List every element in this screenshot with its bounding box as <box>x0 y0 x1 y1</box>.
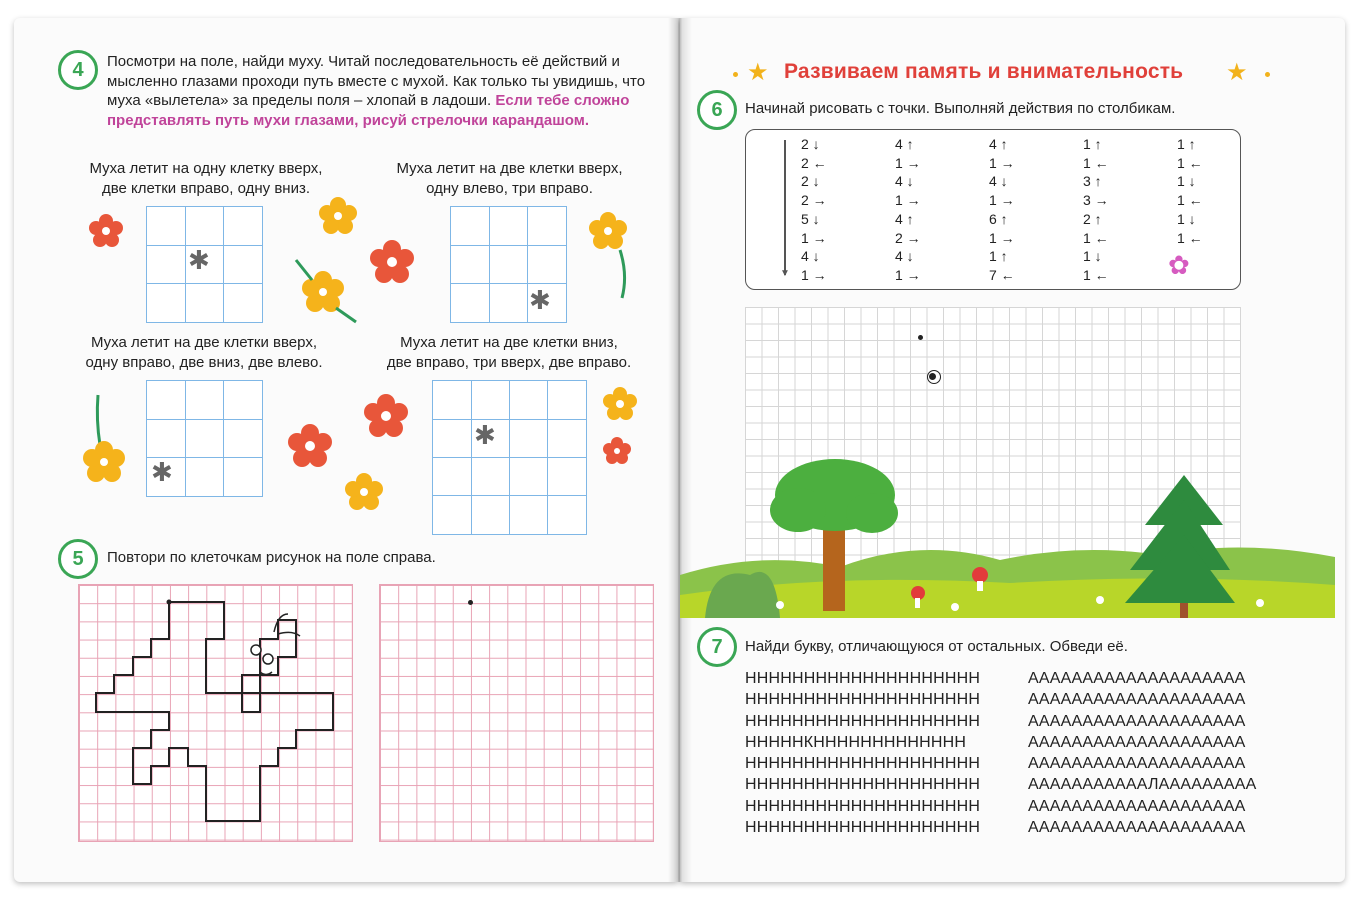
daisy-icon <box>951 603 959 611</box>
letter-row[interactable]: АААААААААААААААААААА <box>1028 755 1246 773</box>
code-item: 3 ↑ <box>1083 173 1102 190</box>
puzzle-1-line-2: две клетки вправо, одну вниз. <box>101 179 310 197</box>
code-item: 2 → <box>895 229 921 246</box>
letter-row[interactable]: НННННННННННННННННННН <box>745 819 981 837</box>
flower-decorations <box>0 0 680 560</box>
puzzle-3-line-1: Муха летит на две клетки вверх, <box>90 334 317 351</box>
daisy-icon <box>1096 596 1104 604</box>
arrow-down-icon: ▼ <box>780 268 790 279</box>
page-title: Развиваем память и внимательность <box>784 60 1184 83</box>
code-item: 1 → <box>801 229 827 246</box>
butterfly-pattern-drawing <box>78 584 352 841</box>
code-column-3 <box>989 135 1015 285</box>
code-item: 4 ↓ <box>895 248 914 265</box>
code-item: 1 → <box>895 266 921 283</box>
task-7-instruction: Найди букву, отличающуюся от остальных. Обведи её. <box>745 638 1128 655</box>
flower-icon <box>345 473 383 510</box>
code-item: 1 ← <box>1083 154 1109 171</box>
task-5-number: 5 <box>58 539 98 579</box>
code-item: 7 ← <box>989 266 1015 283</box>
start-dot <box>468 600 473 605</box>
code-item: 1 ↑ <box>1083 136 1102 152</box>
leaf-icon <box>620 250 625 298</box>
code-item: 4 ↓ <box>801 248 820 265</box>
code-item: 1 ↓ <box>1177 210 1196 227</box>
code-item: 4 ↑ <box>989 136 1008 152</box>
code-item: 1 ← <box>1177 154 1203 171</box>
tree-crown <box>770 488 826 532</box>
task-4-number: 4 <box>58 50 98 90</box>
code-item: 5 ↓ <box>801 210 820 227</box>
code-item: 1 → <box>989 192 1015 209</box>
task-4-hint: Если тебе сложно представлять путь мухи глазами, рисуй стрелочки карандашом. <box>107 92 630 129</box>
task-6-number: 6 <box>697 90 737 130</box>
code-item: 1 ↓ <box>1083 248 1102 265</box>
flower-icon <box>589 212 627 249</box>
puzzle-4-line-2: две вправо, три вверх, две вправо. <box>386 353 632 371</box>
letter-row[interactable]: АААААААААААААААААААА <box>1028 819 1246 837</box>
landscape-illustration <box>680 455 1335 618</box>
code-item: 1 ← <box>1177 229 1203 246</box>
letter-row[interactable]: АААААААААААААААААААА <box>1028 797 1246 815</box>
flower-icon <box>603 437 631 464</box>
letter-row[interactable]: АААААААААААААААААААА <box>1028 670 1246 687</box>
letter-row[interactable]: АААААААААААААААААААА <box>1028 733 1246 751</box>
code-item: 2 ↓ <box>801 136 820 152</box>
mushroom-stem <box>915 598 920 608</box>
code-item: 2 ← <box>801 154 827 171</box>
leaf-icon <box>296 260 312 280</box>
daisy-icon <box>776 601 784 609</box>
puzzle-1-line-1: Муха летит на одну клетку вверх, <box>89 160 323 177</box>
puzzle-2-line-1: Муха летит на две клетки вверх, <box>396 160 623 177</box>
empty-drawing-grid[interactable] <box>379 584 654 842</box>
leaf-icon <box>97 395 100 445</box>
decor-dot <box>1265 72 1270 77</box>
flower-icon <box>370 240 414 283</box>
code-item: 1 → <box>895 154 921 171</box>
fly-icon: ✱ <box>188 245 210 275</box>
task-7-number: 7 <box>697 627 737 667</box>
letters-block-h <box>745 668 980 838</box>
direction-code-box <box>745 129 1241 290</box>
decor-dot <box>733 72 738 77</box>
letter-row[interactable]: НННННННННННННННННННН <box>745 797 981 815</box>
start-dot <box>918 335 923 340</box>
code-item: 1 ← <box>1177 192 1203 209</box>
star-icon: ★ <box>1226 59 1248 86</box>
code-item: 1 ← <box>1083 266 1109 283</box>
flower-icon <box>83 441 125 482</box>
mushroom-stem <box>977 581 983 591</box>
letter-row[interactable]: НННННННННННННННННННН <box>745 691 981 709</box>
code-column-2 <box>895 135 921 285</box>
letters-block-a <box>1028 668 1257 838</box>
code-item: 2 → <box>801 192 827 209</box>
letter-row[interactable]: АААААААААААААААААААА <box>1028 691 1246 709</box>
code-item: 1 → <box>895 192 921 209</box>
fly-icon: ✱ <box>474 420 496 450</box>
star-icon: ★ <box>747 59 769 86</box>
code-item: 1 ← <box>1083 229 1109 246</box>
flower-icon <box>603 387 637 420</box>
mushroom-icon <box>972 567 988 583</box>
code-item: 1 ↓ <box>1177 173 1196 190</box>
code-item: 4 ↓ <box>989 173 1008 190</box>
flower-icon <box>89 214 123 247</box>
task-4-text: Посмотри на поле, найди муху. Читай последовательность её действий и мысленно глазами проходи путь вместе с мухой. Как только ты увидишь, что муха «вылетела» за пределы поля – хлопай в ладоши. <box>107 53 646 109</box>
code-column-1 <box>801 135 827 285</box>
letter-row[interactable]: НННННННННННННННННННН <box>745 712 981 730</box>
code-item: 1 → <box>801 266 827 283</box>
flower-icon <box>288 424 332 467</box>
code-item: 1 → <box>989 229 1015 246</box>
tree-crown <box>846 493 898 533</box>
code-item: 1 ↑ <box>1177 136 1196 152</box>
task-5-instruction: Повтори по клеточкам рисунок на поле справа. <box>107 549 436 566</box>
letter-row[interactable]: НННННННННННННННННННН <box>745 776 981 794</box>
code-column-5 <box>1177 135 1203 247</box>
fly-icon: ✱ <box>151 457 173 487</box>
fly-icon: ✱ <box>529 285 551 315</box>
puzzle-2-line-2: одну влево, три вправо. <box>426 179 593 197</box>
mushroom-icon <box>911 586 925 600</box>
code-item: 4 ↑ <box>895 136 914 152</box>
puzzle-3-line-2: одну вправо, две вниз, две влево. <box>85 353 323 371</box>
letter-row[interactable]: АААААААААААААААААААА <box>1028 712 1246 730</box>
code-item: 2 ↓ <box>801 173 820 190</box>
letter-row[interactable]: АААААААААААЛААААААААА <box>1028 776 1257 794</box>
task-6-instruction: Начинай рисовать с точки. Выполняй действия по столбикам. <box>745 100 1176 117</box>
letter-row[interactable]: НННННКННННННННННННН <box>745 733 967 751</box>
letter-row[interactable]: НННННННННННННННННННН <box>745 670 981 687</box>
code-item: 6 ↑ <box>989 210 1008 227</box>
code-item: 1 ↑ <box>989 248 1008 265</box>
code-column-4 <box>1083 135 1109 285</box>
flower-icon <box>319 197 357 234</box>
puzzle-4-line-1: Муха летит на две клетки вниз, <box>400 334 618 351</box>
letter-row[interactable]: НННННННННННННННННННН <box>745 755 981 773</box>
daisy-icon <box>1256 599 1264 607</box>
leaf-icon <box>336 308 356 322</box>
code-item: 1 → <box>989 154 1015 171</box>
flower-icon <box>364 394 408 437</box>
down-arrow-line <box>784 140 786 275</box>
eye-dot <box>927 370 941 384</box>
butterfly-icon: ✿ <box>1168 250 1190 280</box>
code-item: 2 ↑ <box>1083 210 1102 227</box>
code-item: 4 ↓ <box>895 173 914 190</box>
code-item: 4 ↑ <box>895 210 914 227</box>
code-item: 3 → <box>1083 192 1109 209</box>
